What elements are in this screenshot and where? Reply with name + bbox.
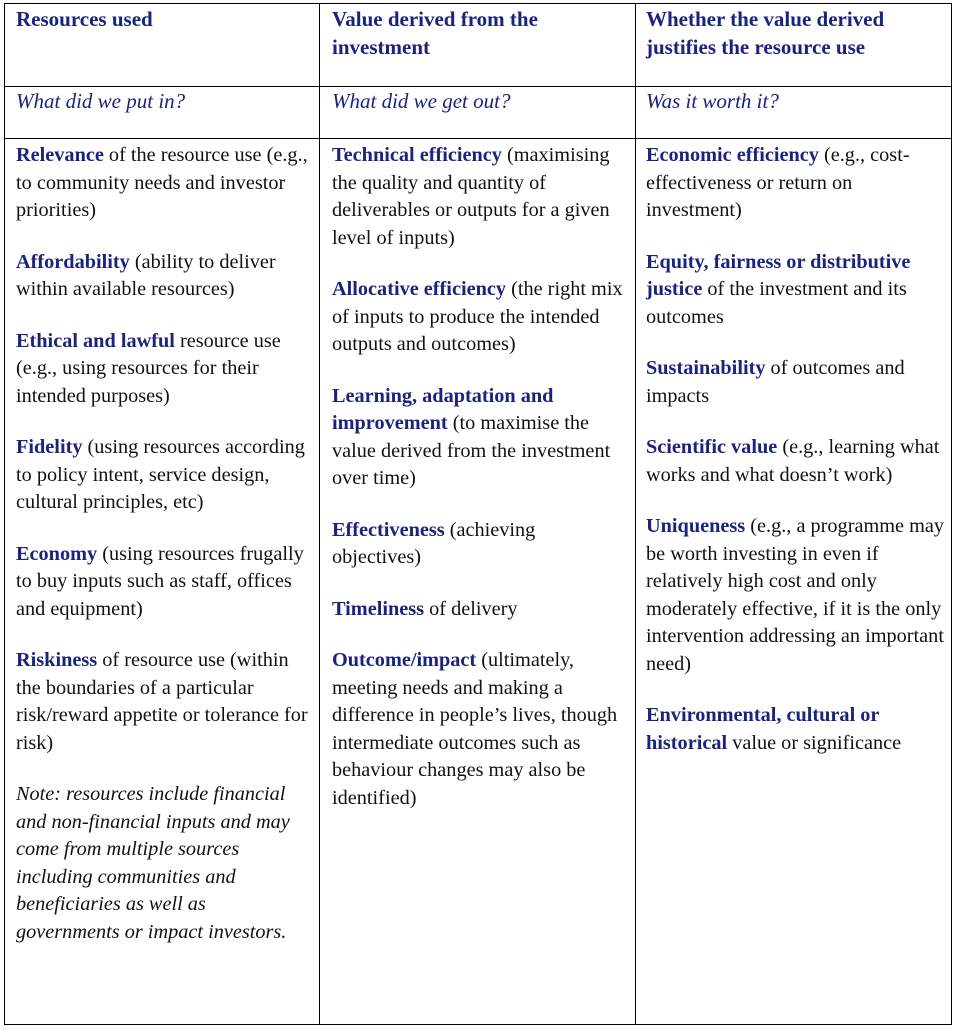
criterion-riskiness: Riskiness of resource use (within the boundaries of a particular risk/reward appetite or tolerance for risk) bbox=[16, 649, 308, 754]
criterion-economic-efficiency: Economic efficiency (e.g., cost-effectiveness or return on investment) bbox=[646, 144, 910, 221]
value-derived-column bbox=[332, 142, 628, 836]
criterion-fidelity: Fidelity (using resources according to policy intent, service design, cultural principles, etc) bbox=[16, 436, 305, 513]
criterion-relevance: Relevance of the resource use (e.g., to community needs and investor priorities) bbox=[16, 144, 308, 221]
criterion-sustainability: Sustainability of outcomes and impacts bbox=[646, 357, 905, 407]
criterion-allocative-efficiency: Allocative efficiency (the right mix of inputs to produce the intended outputs and outcomes) bbox=[332, 278, 623, 355]
criterion-uniqueness: Uniqueness (e.g., a programme may be worth investing in even if relatively high cost and only moderately effective, if it is the only intervention addressing an important need) bbox=[646, 515, 944, 675]
value-justifies-column bbox=[646, 142, 946, 781]
criterion-affordability: Affordability (ability to deliver within available resources) bbox=[16, 250, 276, 300]
criterion-outcome-impact: Outcome/impact (ultimately, meeting needs and making a difference in people’s lives, though intermediate outcomes such as behaviour changes may also be identified) bbox=[332, 649, 618, 809]
criterion-technical-efficiency: Technical efficiency (maximising the quality and quantity of deliverables or outputs for a given level of inputs) bbox=[332, 144, 610, 249]
criterion-economy: Economy (using resources frugally to buy inputs such as staff, offices and equipment) bbox=[16, 542, 304, 620]
header-resources-used: Resources used bbox=[16, 7, 153, 31]
column-divider bbox=[635, 4, 636, 1024]
resources-note: Note: resources include financial and non-financial inputs and may come from multiple sources including communities and beneficiaries as well as governments or impact investors. bbox=[16, 783, 290, 943]
criterion-ethical-lawful: Ethical and lawful resource use (e.g., using resources for their intended purposes) bbox=[16, 329, 281, 407]
row-divider bbox=[5, 138, 951, 139]
question-worth-it: Was it worth it? bbox=[646, 89, 779, 113]
question-put-in: What did we put in? bbox=[16, 89, 186, 113]
criterion-timeliness: Timeliness of delivery bbox=[332, 597, 518, 620]
criterion-effectiveness: Effectiveness (achieving objectives) bbox=[332, 518, 536, 568]
question-get-out: What did we get out? bbox=[332, 89, 511, 113]
header-value-justifies: Whether the value derived justifies the resource use bbox=[646, 7, 885, 59]
criterion-equity-fairness: Equity, fairness or distributive justice of the investment and its outcomes bbox=[646, 250, 911, 328]
criterion-scientific-value: Scientific value (e.g., learning what works and what doesn’t work) bbox=[646, 436, 940, 486]
resources-used-column bbox=[16, 142, 314, 947]
criterion-environmental-cultural-historical: Environmental, cultural or historical value or significance bbox=[646, 704, 902, 754]
value-framework-table bbox=[4, 3, 952, 1025]
column-divider bbox=[319, 4, 320, 1024]
criterion-learning-adaptation: Learning, adaptation and improvement (to maximise the value derived from the investment over time) bbox=[332, 384, 611, 489]
header-value-derived: Value derived from the investment bbox=[332, 7, 538, 59]
